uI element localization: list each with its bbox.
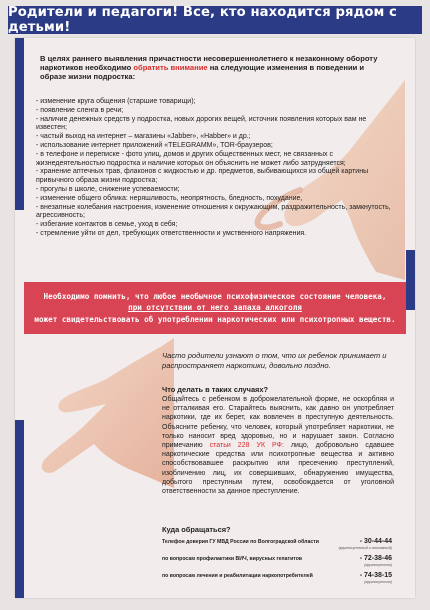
law-article-highlight: статьи 228 УК РФ: xyxy=(209,442,284,450)
lead-paragraph: Часто родители узнают о том, что их ребенок принимает и распространяет наркотики, довольно поздно. xyxy=(162,351,387,370)
contact-phone[interactable]: - 30-44-44 xyxy=(359,538,392,545)
intro-highlight: обратить внимание xyxy=(133,63,208,73)
contacts-list xyxy=(162,538,398,589)
contact-name: Телефон доверия ГУ МВД России по Волгоградской области xyxy=(162,539,319,545)
advice-text-start: Общайтесь с ребенком в доброжелательной форме, не оскорбляя и не отталкивая его. Старайтесь выяснить, как давно он употребляет наркотики, где их берет, как вовлечен в преступную деятельность. Объясните ребенку, что человек, который употребляет наркотики, не только наносит вред здоровью, но и нарушает закон. Согласно примечанию xyxy=(162,396,394,450)
stop-hand-illustration xyxy=(24,338,174,488)
list-item: - избегание контактов в семье, уход в себя; xyxy=(36,221,178,229)
intro-text-start: В целях раннего выявления причастности несовершеннолетнего к незаконному обороту наркотиков необходимо xyxy=(40,54,378,73)
right-accent-bar xyxy=(406,250,415,310)
list-item: - изменение общего облика: неряшливость, неопрятность, бледность, похудание, xyxy=(36,194,303,202)
warning-banner xyxy=(24,282,406,334)
left-accent-bar-top xyxy=(15,38,24,210)
advice-text-end: лицо, добровольно сдавшее наркотические средства или психотропные вещества и активно способствовавшее раскрытию или пресечению преступлений, изобличению лиц, их совершивших, обнаружению имущества, добытого преступным путем, освобождается от уголовной ответственности за данное преступление. xyxy=(162,442,394,496)
banner-line-1: Необходимо помнить, что любое необычное психофизическое состояние человека, xyxy=(43,291,387,301)
contact-row xyxy=(162,555,398,572)
contact-note: (круглосуточно) xyxy=(364,563,392,567)
left-accent-bar-bottom xyxy=(15,420,24,598)
list-item: - изменение круга общения (старшие товарищи); xyxy=(36,98,196,105)
contact-phone[interactable]: - 72-38-46 xyxy=(359,555,392,562)
contact-name: по вопросам лечения и реабилитации наркопотребителей xyxy=(162,573,313,579)
title-bar xyxy=(8,6,422,34)
intro-text-end: на следующие изменения в поведении и образе жизни подростка: xyxy=(40,63,365,82)
contact-note: (круглосуточный и анонимный) xyxy=(338,546,392,550)
contact-phone[interactable]: - 74-38-15 xyxy=(359,572,392,579)
list-item: - наличие денежных средств у подростка, новых дорогих вещей, источник появления которых вам не известен; xyxy=(36,115,367,132)
warning-signs-list xyxy=(36,98,394,239)
list-item: - в телефоне и переписке - фото улиц, домов и других общественных мест, не связанных с жизнедеятельностью подростка и наличие которых он объяснить не может либо затрудняется; xyxy=(36,150,346,167)
contact-row xyxy=(162,572,398,589)
list-item: - внезапные колебания настроения, изменение отношения к окружающим, раздражительность, замкнутость, агрессивность; xyxy=(36,203,391,220)
list-item: - хранение аптечных трав, флаконов с жидкостью и др. предметов, выбивающихся из общей картины привычного образа жизни подростка; xyxy=(36,168,369,185)
list-item: - использование интернет приложений «TELEGRAMM», TOR-браузеров; xyxy=(36,141,273,149)
list-item: - частый выход на интернет – магазины «Jabber», «Habber» и др.; xyxy=(36,133,251,141)
banner-line-3: может свидетельствовать об употреблении наркотических или психотропных веществ. xyxy=(34,314,396,324)
list-item: - прогулы в школе, снижение успеваемости; xyxy=(36,185,180,193)
contact-name: по вопросам профилактики ВИЧ, вирусных гепатитов xyxy=(162,556,303,562)
what-to-do-heading: Что делать в таких случаях? xyxy=(162,385,268,394)
intro-paragraph xyxy=(40,54,390,82)
contact-row xyxy=(162,538,398,555)
list-item: - стремление уйти от дел, требующих ответственности и умственного напряжения. xyxy=(36,229,307,237)
list-item: - появление сленга в речи; xyxy=(36,106,124,114)
what-to-do-paragraph xyxy=(162,395,394,496)
where-to-turn-heading: Куда обращаться? xyxy=(162,525,231,534)
contact-note: (круглосуточно) xyxy=(364,580,392,584)
page-title: Родители и педагоги! Все, кто находится рядом с детьми! xyxy=(8,5,397,35)
banner-line-2: при отсутствии от него запаха алкоголя xyxy=(128,303,302,313)
